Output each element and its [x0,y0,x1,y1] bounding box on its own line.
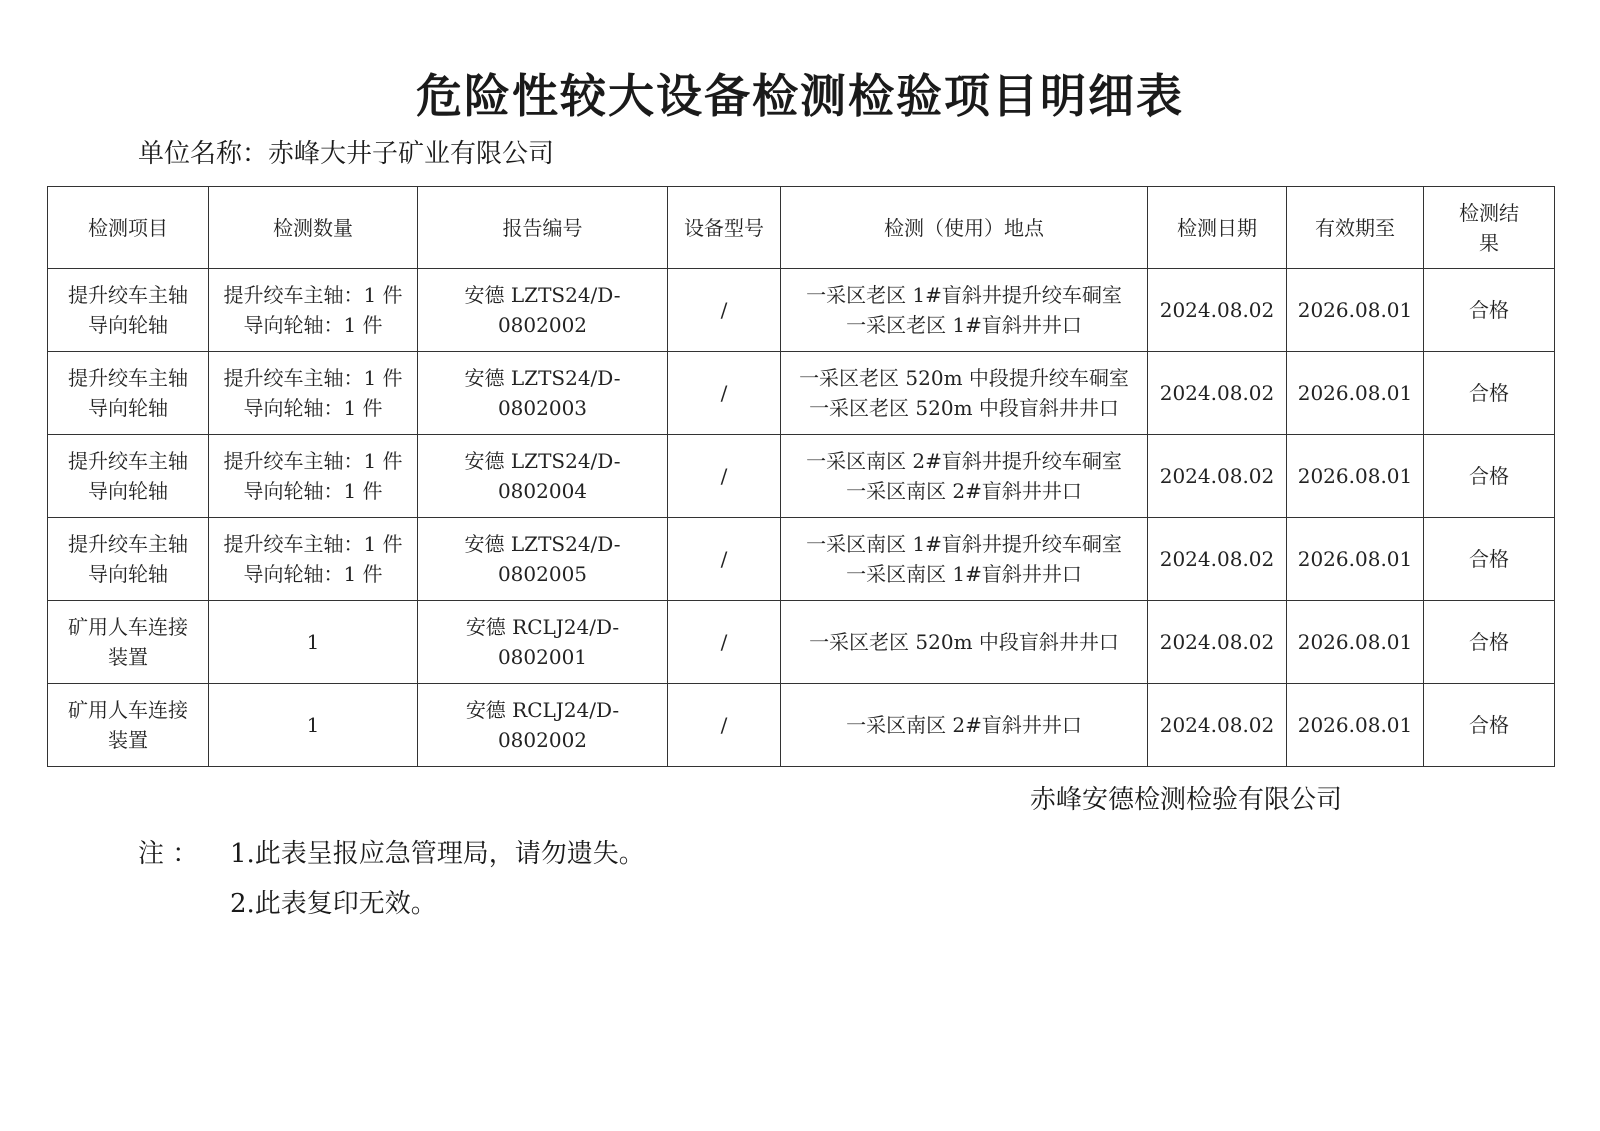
header-valid-until: 有效期至 [1287,187,1424,269]
cell-quantity [209,684,418,767]
cell-report-no: 安德 LZTS24/D-0802003 [418,352,668,435]
cell-quantity-line: 导向轮轴：1 件 [243,479,383,503]
cell-valid-until: 2026.08.01 [1287,435,1424,518]
cell-result: 合格 [1424,352,1555,435]
inspection-table [47,186,1555,767]
cell-location-line: 一采区南区 2#盲斜井井口 [846,713,1082,737]
table-row [48,601,1555,684]
cell-date: 2024.08.02 [1148,684,1287,767]
cell-model: / [668,684,781,767]
note-item: 1.此表呈报应急管理局，请勿遗失。 [230,839,645,869]
cell-report-no: 安德 LZTS24/D-0802005 [418,518,668,601]
cell-quantity [209,518,418,601]
cell-item-line: 提升绞车主轴 [68,532,188,556]
cell-valid-until: 2026.08.01 [1287,684,1424,767]
cell-quantity-line: 导向轮轴：1 件 [243,562,383,586]
cell-location-line: 一采区老区 1#盲斜井提升绞车硐室 [806,283,1122,307]
table-row [48,269,1555,352]
cell-location-line: 一采区老区 520m 中段盲斜井井口 [809,396,1119,420]
cell-valid-until: 2026.08.01 [1287,352,1424,435]
cell-model: / [668,601,781,684]
cell-item-line: 提升绞车主轴 [68,283,188,307]
cell-item-line: 提升绞车主轴 [68,366,188,390]
cell-item-line: 导向轮轴 [88,396,168,420]
table-row [48,518,1555,601]
cell-location-line: 一采区老区 520m 中段盲斜井井口 [809,630,1119,654]
note-item: 2.此表复印无效。 [230,889,437,919]
cell-item [48,518,209,601]
cell-valid-until: 2026.08.01 [1287,518,1424,601]
cell-item-line: 导向轮轴 [88,562,168,586]
cell-location [781,352,1148,435]
cell-result: 合格 [1424,518,1555,601]
cell-location-line: 一采区南区 2#盲斜井井口 [846,479,1082,503]
cell-location [781,601,1148,684]
cell-quantity-line: 1 [306,713,320,737]
cell-date: 2024.08.02 [1148,435,1287,518]
cell-item-line: 装置 [108,728,148,752]
cell-item [48,601,209,684]
cell-quantity-line: 提升绞车主轴：1 件 [223,366,403,390]
cell-item-line: 矿用人车连接 [68,615,188,639]
cell-item [48,352,209,435]
cell-result: 合格 [1424,684,1555,767]
cell-location-line: 一采区南区 2#盲斜井提升绞车硐室 [806,449,1122,473]
cell-model: / [668,269,781,352]
table-row [48,352,1555,435]
cell-report-no: 安德 RCLJ24/D-0802001 [418,601,668,684]
cell-item-line: 矿用人车连接 [68,698,188,722]
header-model: 设备型号 [668,187,781,269]
cell-date: 2024.08.02 [1148,269,1287,352]
cell-location-line: 一采区南区 1#盲斜井井口 [846,562,1082,586]
cell-quantity-line: 提升绞车主轴：1 件 [223,283,403,307]
header-item: 检测项目 [48,187,209,269]
cell-report-no: 安德 LZTS24/D-0802004 [418,435,668,518]
cell-model: / [668,518,781,601]
cell-quantity-line: 导向轮轴：1 件 [243,396,383,420]
cell-item-line: 装置 [108,645,148,669]
cell-location-line: 一采区老区 1#盲斜井井口 [846,313,1082,337]
cell-result: 合格 [1424,269,1555,352]
cell-model: / [668,352,781,435]
cell-valid-until: 2026.08.01 [1287,269,1424,352]
cell-quantity [209,601,418,684]
cell-quantity [209,435,418,518]
cell-location [781,518,1148,601]
header-location: 检测（使用）地点 [781,187,1148,269]
cell-item [48,269,209,352]
cell-location [781,435,1148,518]
cell-item-line: 导向轮轴 [88,313,168,337]
cell-date: 2024.08.02 [1148,352,1287,435]
cell-quantity-line: 提升绞车主轴：1 件 [223,449,403,473]
cell-date: 2024.08.02 [1148,601,1287,684]
cell-location [781,269,1148,352]
cell-result: 合格 [1424,435,1555,518]
header-date: 检测日期 [1148,187,1287,269]
cell-date: 2024.08.02 [1148,518,1287,601]
table-row [48,435,1555,518]
header-quantity: 检测数量 [209,187,418,269]
table-header-row [48,187,1555,269]
cell-location-line: 一采区老区 520m 中段提升绞车硐室 [799,366,1129,390]
cell-model: / [668,435,781,518]
cell-item [48,684,209,767]
cell-quantity-line: 提升绞车主轴：1 件 [223,532,403,556]
notes-label: 注 ： [138,839,199,869]
cell-item-line: 导向轮轴 [88,479,168,503]
cell-quantity-line: 导向轮轴：1 件 [243,313,383,337]
cell-result: 合格 [1424,601,1555,684]
issuer-company: 赤峰安德检测检验有限公司 [1030,785,1343,815]
cell-quantity-line: 1 [306,630,320,654]
cell-item-line: 提升绞车主轴 [68,449,188,473]
page-title: 危险性较大设备检测检验项目明细表 [416,69,1184,123]
cell-quantity [209,269,418,352]
cell-location-line: 一采区南区 1#盲斜井提升绞车硐室 [806,532,1122,556]
cell-location [781,684,1148,767]
cell-report-no: 安德 LZTS24/D-0802002 [418,269,668,352]
cell-item [48,435,209,518]
cell-quantity [209,352,418,435]
unit-name: 单位名称：赤峰大井子矿业有限公司 [138,139,555,169]
header-result: 检测结果 [1424,187,1555,269]
table-row [48,684,1555,767]
header-report-no: 报告编号 [418,187,668,269]
cell-report-no: 安德 RCLJ24/D-0802002 [418,684,668,767]
cell-valid-until: 2026.08.01 [1287,601,1424,684]
